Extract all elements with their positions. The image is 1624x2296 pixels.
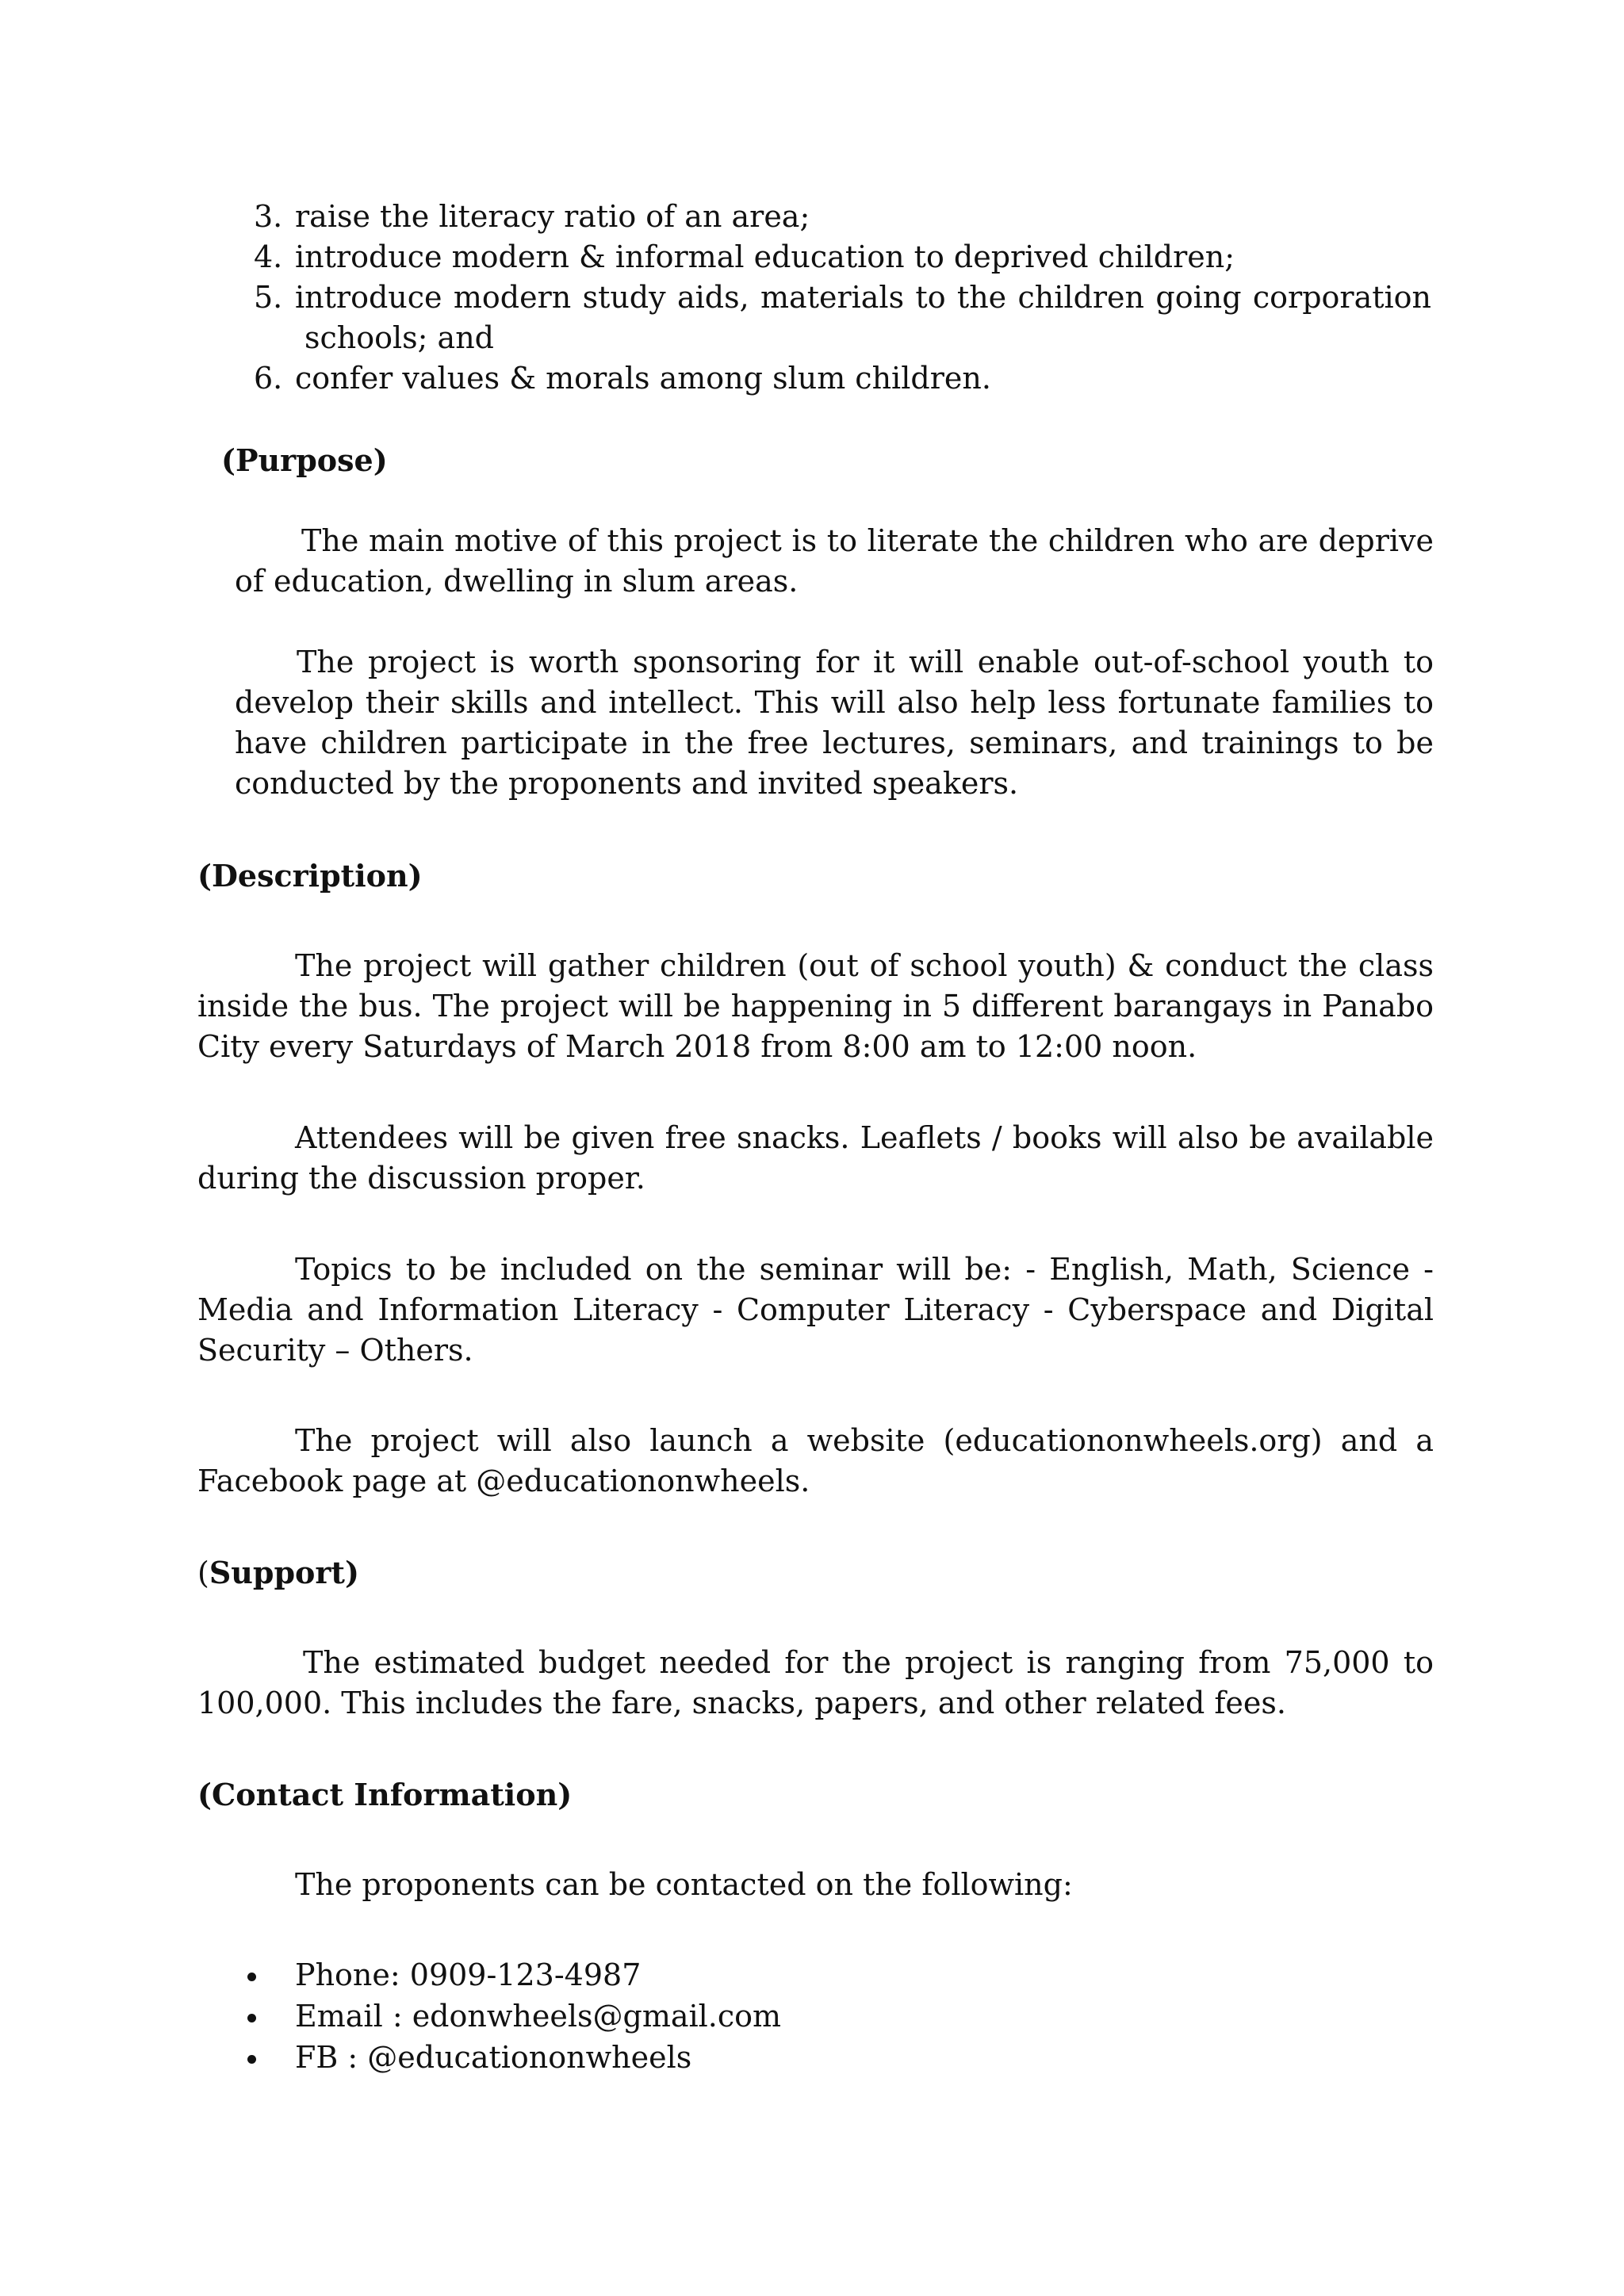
description-paragraph-3: Topics to be included on the seminar will be: - English, Math, Science - Media and Information Literacy - Computer Literacy - Cyberspace and Digital Security – Others.: [197, 1252, 1434, 1368]
support-heading: [197, 1552, 359, 1594]
bullet-icon: [247, 2014, 256, 2022]
list-text: introduce modern & informal education to deprived children;: [295, 239, 1235, 274]
purpose-paragraph-1: The main motive of this project is to literate the children who are deprive of education, dwelling in slum areas.: [235, 523, 1434, 599]
bullet-icon: [247, 1973, 256, 1981]
contact-heading: (Contact Information): [197, 1777, 573, 1812]
list-text-continuation: schools; and: [304, 320, 495, 355]
list-text: confer values & morals among slum children.: [295, 361, 991, 396]
description-paragraph-1: The project will gather children (out of school youth) & conduct the class inside the bus. The project will be happening in 5 different barangays in Panabo City every Saturdays of March 2018 from 8:00 am to 12:00 noon.: [197, 948, 1434, 1064]
contact-email-text: Email : edonwheels@gmail.com: [295, 1999, 782, 2034]
contact-intro: The proponents can be contacted on the following:: [295, 1867, 1073, 1902]
contact-fb-text: FB : @educationonwheels: [295, 2040, 692, 2075]
contact-phone-text: Phone: 0909-123-4987: [295, 1957, 642, 1992]
list-text: raise the literacy ratio of an area;: [295, 199, 810, 234]
description-paragraph-2: Attendees will be given free snacks. Leaflets / books will also be available during the discussion proper.: [197, 1120, 1434, 1196]
list-number: 4.: [254, 239, 283, 274]
purpose-heading: (Purpose): [221, 442, 388, 478]
description-heading: (Description): [197, 858, 423, 894]
list-text: introduce modern study aids, materials to the children going corporation: [295, 280, 1431, 315]
support-paragraph: The estimated budget needed for the project is ranging from 75,000 to 100,000. This includes the fare, snacks, papers, and other related fees.: [197, 1645, 1434, 1720]
bullet-icon: [247, 2055, 256, 2064]
description-paragraph-4: The project will also launch a website (educationonwheels.org) and a Facebook page at @educationonwheels.: [197, 1423, 1434, 1498]
list-number: 6.: [254, 361, 283, 396]
purpose-paragraph-2: The project is worth sponsoring for it will enable out-of-school youth to develop their skills and intellect. This will also help less fortunate families to have children participate in the free lectures, seminars, and trainings to be conducted by the proponents and invited speakers.: [235, 645, 1434, 801]
list-number: 5.: [254, 280, 283, 315]
support-heading-text: Support): [209, 1555, 359, 1590]
support-heading-paren: (: [197, 1556, 209, 1590]
list-number: 3.: [254, 199, 283, 234]
